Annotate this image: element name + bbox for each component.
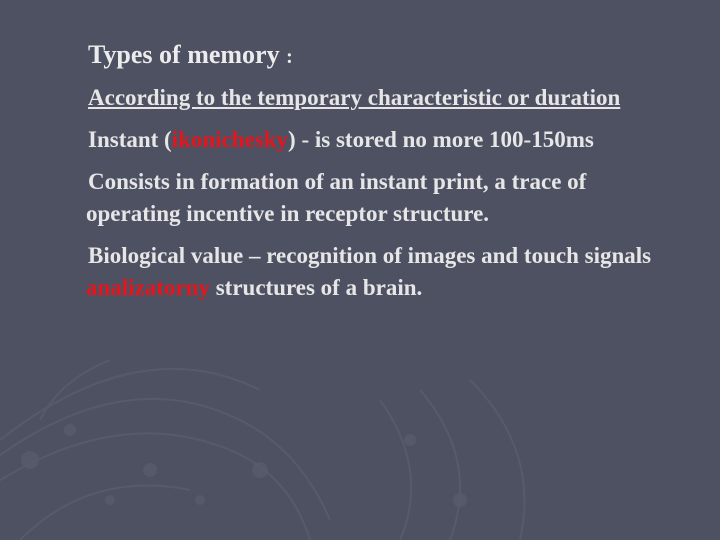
title-text: Types of memory — [88, 40, 280, 69]
paragraph-formation: Consists in formation of an instant print, a trace of operating incentive in receptor structure. — [86, 169, 587, 226]
slide-title — [88, 38, 686, 74]
p1-before: Instant ( — [88, 127, 172, 152]
p1-after: ) - is stored no more 100-150ms — [288, 127, 594, 152]
term-analizatorny: analizatorny — [86, 275, 210, 300]
p3-before: Biological value – recognition of images and touch signals — [88, 243, 652, 268]
subtitle: According to the temporary characteristic or duration — [88, 85, 621, 110]
slide-content — [86, 38, 686, 314]
paragraph-instant-memory — [86, 124, 686, 156]
term-ikonichesky: ikonichesky — [171, 127, 289, 152]
title-colon: : — [286, 46, 293, 68]
p3-after: structures of a brain. — [209, 275, 423, 300]
paragraph-biological-value — [86, 240, 686, 304]
